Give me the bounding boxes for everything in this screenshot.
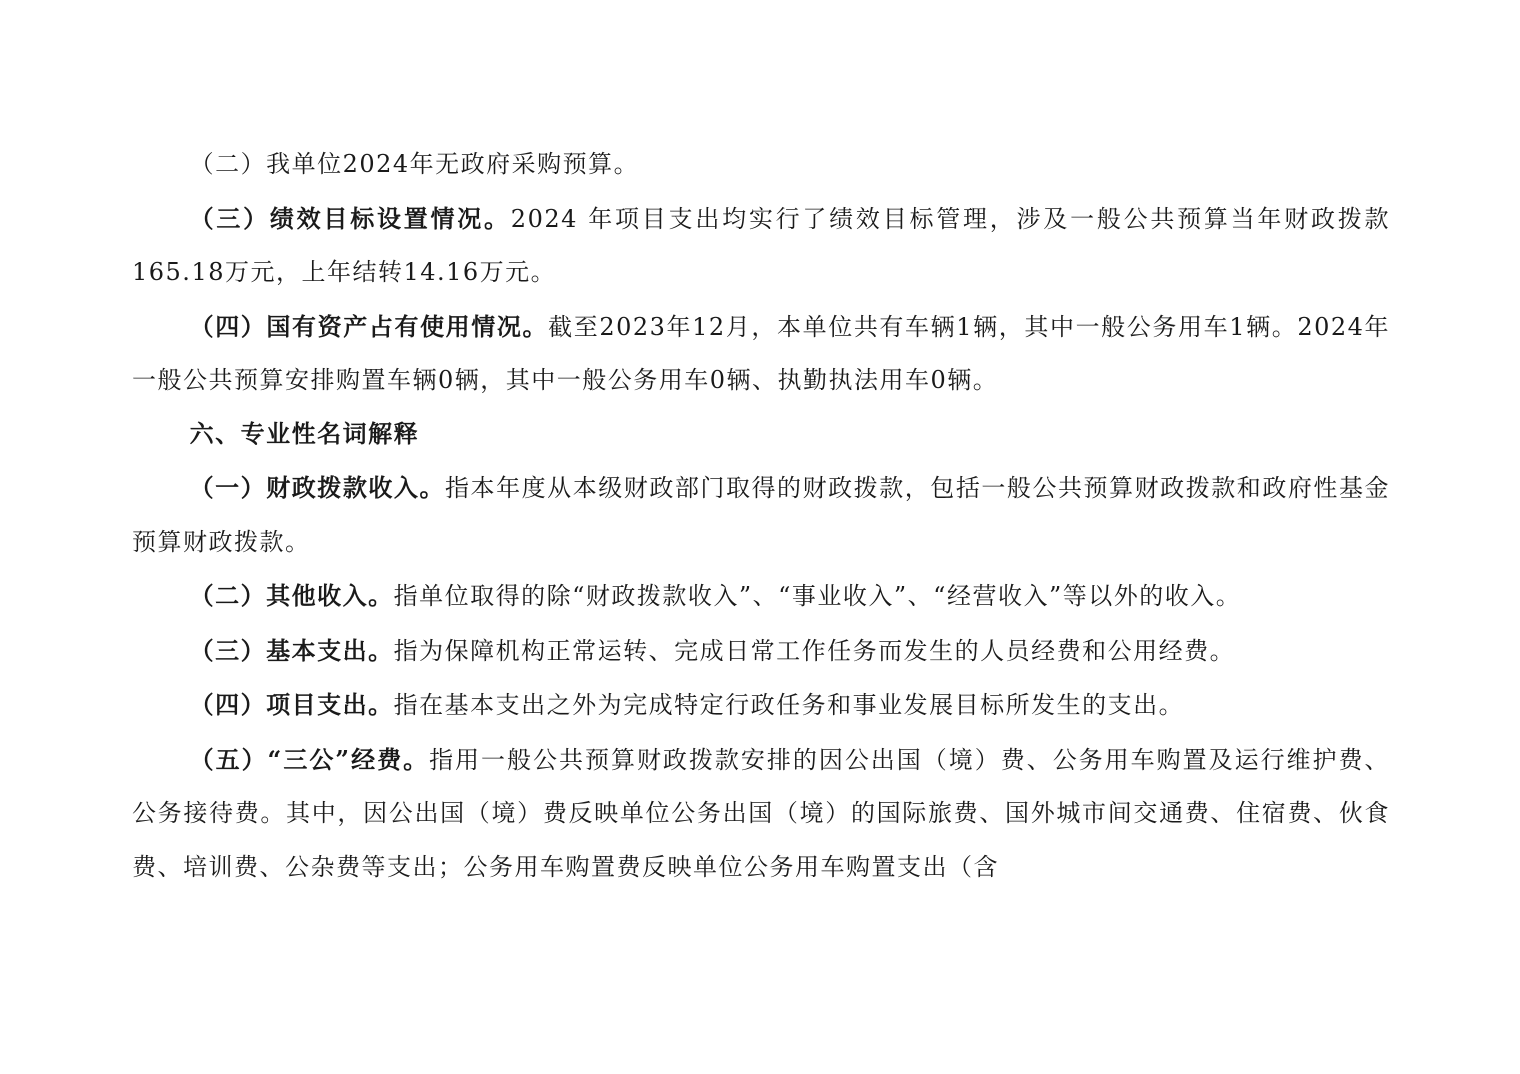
paragraph-lead: （四）国有资产占有使用情况。 — [189, 311, 549, 341]
paragraph-lead: （五）“三公”经费。 — [189, 744, 430, 774]
paragraph-lead: （一）财政拨款收入。 — [189, 473, 446, 502]
paragraph-text: 截至2023年12月，本单位共有车辆1辆，其中一般公务用车1辆。2024年一般公共预算安排购置车辆0辆，其中一般公务用车0辆、执勤执法用车0辆。 — [132, 312, 1391, 394]
paragraph-performance-goals — [132, 192, 1390, 300]
paragraph-lead: （四）项目支出。 — [189, 690, 394, 719]
paragraph-text: 指本年度从本级财政部门取得的财政拨款，包括一般公共预算财政拨款和政府性基金预算财政拨款。 — [132, 474, 1391, 556]
paragraph-fiscal-income — [132, 461, 1390, 569]
paragraph-other-income — [132, 569, 1390, 624]
paragraph-procurement — [132, 138, 1390, 192]
paragraph-project-expenditure — [132, 678, 1390, 733]
paragraph-text: 指用一般公共预算财政拨款安排的因公出国（境）费、公务用车购置及运行维护费、公务接待费。其中，因公出国（境）费反映单位公务出国（境）的国际旅费、国外城市间交通费、住宿费、伙食费、培训费、公杂费等支出；公务用车购置费反映单位公务用车购置支出（含 — [132, 745, 1391, 881]
paragraph-text: 指为保障机构正常运转、完成日常工作任务而发生的人员经费和公用经费。 — [393, 636, 1236, 665]
paragraph-lead: （三）基本支出。 — [189, 635, 394, 665]
paragraph-text: 指在基本支出之外为完成特定行政任务和事业发展目标所发生的支出。 — [393, 691, 1185, 719]
paragraph-three-public-funds — [132, 733, 1390, 895]
paragraph-text: 指单位取得的除“财政拨款收入”、“事业收入”、“经营收入”等以外的收入。 — [393, 582, 1242, 610]
document-page — [132, 138, 1390, 894]
paragraph-lead: （二）其他收入。 — [189, 581, 394, 610]
paragraph-text: （二）我单位2024年无政府采购预算。 — [189, 150, 640, 178]
paragraph-basic-expenditure — [132, 624, 1390, 679]
paragraph-text: 2024 年项目支出均实行了绩效目标管理，涉及一般公共预算当年财政拨款165.18万元，上年结转14.16万元。 — [132, 204, 1390, 286]
paragraph-lead: （三）绩效目标设置情况。 — [189, 203, 511, 233]
section-heading: 六、专业性名词解释 — [189, 419, 420, 448]
paragraph-state-assets — [132, 300, 1390, 408]
